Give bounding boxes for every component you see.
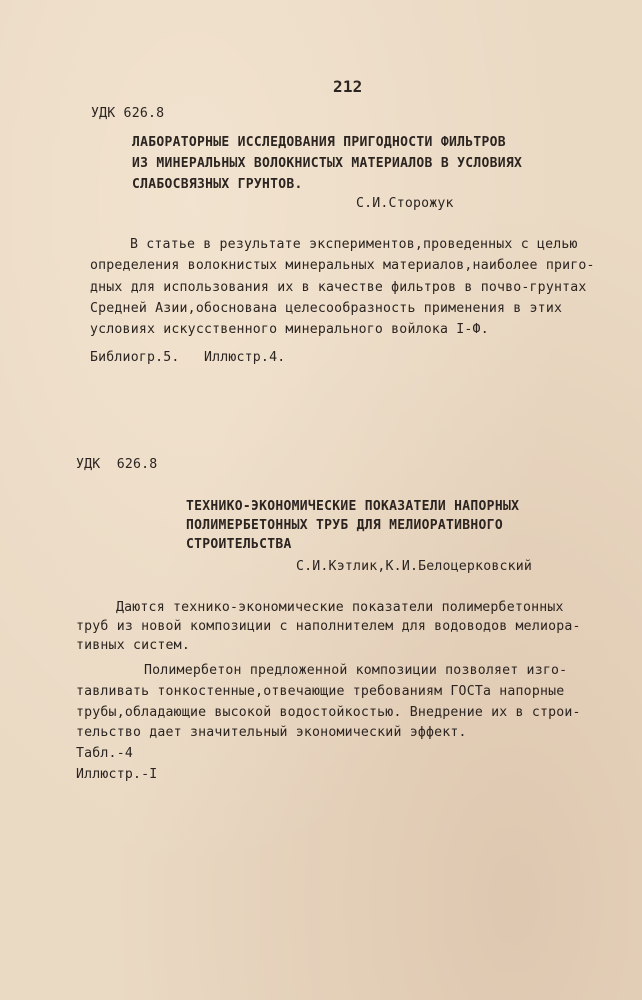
article-title-line: ПОЛИМЕРБЕТОННЫХ ТРУБ ДЛЯ МЕЛИОРАТИВНОГО (186, 518, 503, 533)
abstract-line: тавливать тонкостенные,отвечающие требованиям ГОСТа напорные (76, 684, 565, 699)
bibliography-info: Библиогр.5. Иллюстр.4. (90, 350, 286, 365)
article-author: С.И.Сторожук (356, 196, 454, 211)
abstract-line: труб из новой композиции с наполнителем для водоводов мелиора- (76, 619, 581, 634)
abstract-line: Средней Азии,обоснована целесообразность применения в этих (90, 301, 563, 316)
article-title-line: СТРОИТЕЛЬСТВА (186, 537, 292, 552)
article-title-line: ИЗ МИНЕРАЛЬНЫХ ВОЛОКНИСТЫХ МАТЕРИАЛОВ В УСЛОВИЯХ (132, 156, 523, 171)
abstract-line: трубы,обладающие высокой водостойкостью. Внедрение их в строи- (76, 705, 581, 720)
abstract-line: тивных систем. (76, 638, 190, 653)
abstract-line: условиях искусственного минерального войлока I-Ф. (90, 322, 489, 337)
abstract-line: Даются технико-экономические показатели полимербетонных (116, 600, 564, 615)
udk-code: УДК 626.8 (76, 457, 158, 472)
tables-count: Табл.-4 (76, 746, 133, 761)
udk-code: УДК 626.8 (91, 106, 165, 121)
article-title-line: ЛАБОРАТОРНЫЕ ИССЛЕДОВАНИЯ ПРИГОДНОСТИ ФИЛЬТРОВ (132, 135, 506, 150)
article-author: С.И.Кэтлик,К.И.Белоцерковский (296, 559, 533, 574)
abstract-line: дных для использования их в качестве фильтров в почво-грунтах (90, 280, 587, 295)
abstract-line: определения волокнистых минеральных материалов,наиболее приго- (90, 258, 595, 273)
page-number: 212 (333, 77, 363, 96)
article-title-line: ТЕХНИКО-ЭКОНОМИЧЕСКИЕ ПОКАЗАТЕЛИ НАПОРНЫХ (186, 499, 520, 514)
illustrations-count: Иллюстр.-I (76, 767, 158, 782)
abstract-line: Полимербетон предложенной композиции позволяет изго- (144, 663, 568, 678)
abstract-line: В статье в результате экспериментов,проведенных с целью (130, 237, 578, 252)
abstract-line: тельство дает значительный экономический эффект. (76, 725, 467, 740)
article-title-line: СЛАБОСВЯЗНЫХ ГРУНТОВ. (132, 177, 303, 192)
